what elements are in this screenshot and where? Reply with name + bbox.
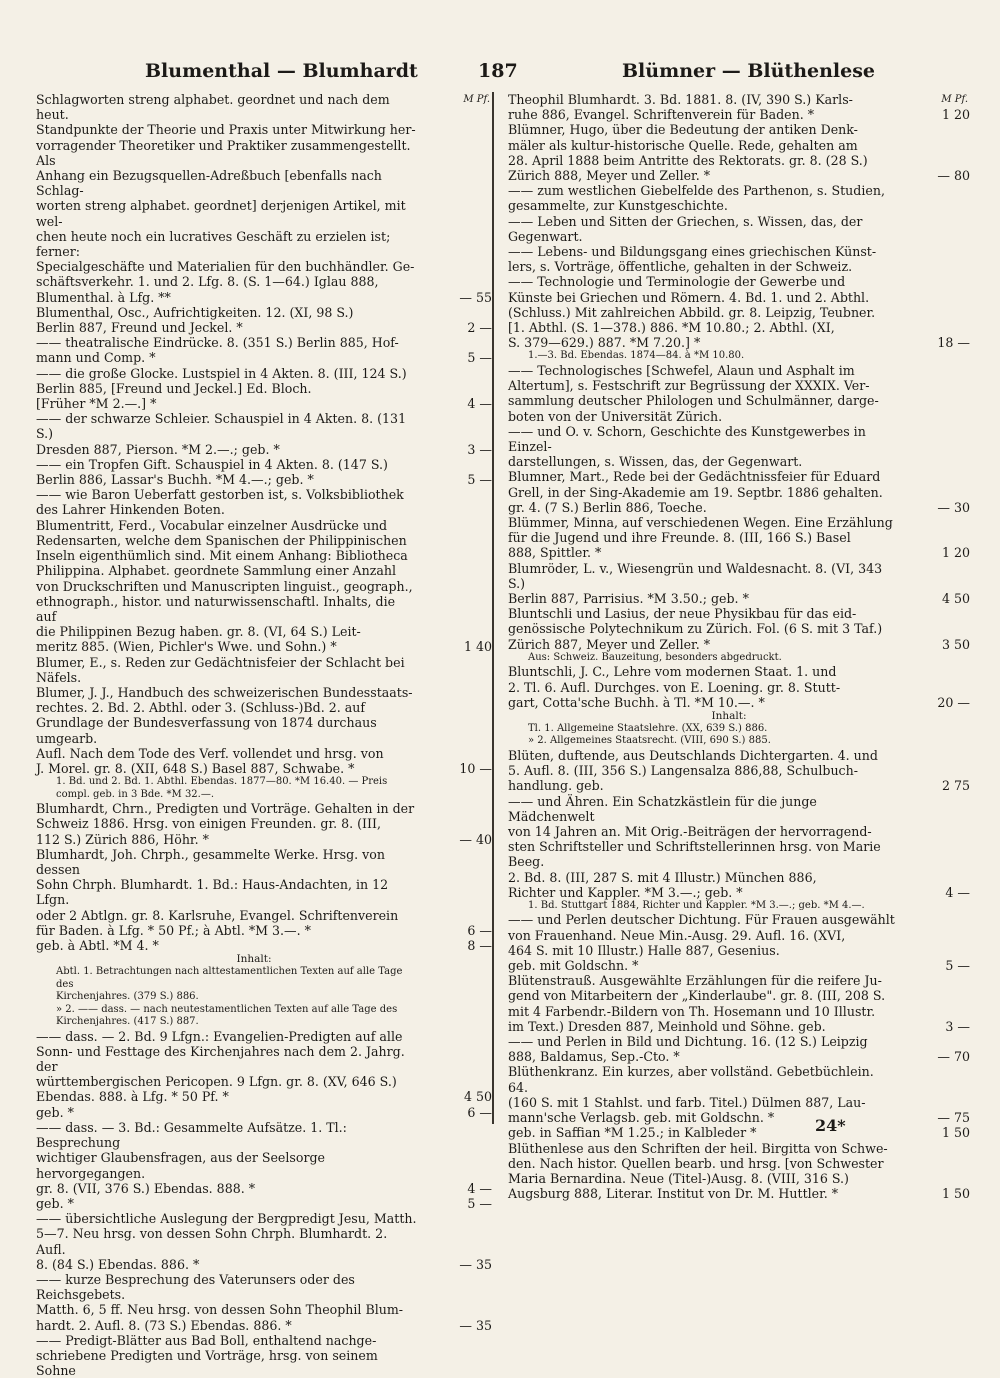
entry-text: —— kurze Besprechung des Vaterunsers oder des Reichsgebets. Matth. 6, 5 ff. Neu hrsg. von dessen Sohn Theophil Blum- hardt. 2. Aufl. 8. (73 S.) Ebendas. 886. * [36, 1271, 404, 1333]
entry-text: Blumenthal, Osc., Aufrichtigkeiten. 12. (XI, 98 S.) Berlin 887, Freund und Jeckel. * [36, 304, 354, 336]
catalog-entry [36, 335, 492, 366]
entry-price: 6 — [467, 1104, 492, 1120]
entry-text: geb. à Abtl. *M 4. * [36, 937, 159, 953]
entry-text: —— theatralische Eindrücke. 8. (351 S.) Berlin 885, Hof- mann und Comp. * [36, 335, 399, 366]
catalog-entry [36, 1119, 492, 1196]
header-left-title: Blumenthal — Blumhardt [145, 60, 418, 82]
catalog-entry [36, 1028, 492, 1105]
entry-text: Blumhardt, Joh. Chrph., gesammelte Werke. Hrsg. von dessen Sohn Chrph. Blumhardt. 1. Bd.: Haus-Andachten, in 12 Lfgn. oder 2 Abtlgn. gr. 8. Karlsruhe, Evangel. Schriftenverein für Baden. à Lfg. * 50 Pf.; à Abtl. *M 3.—. * [36, 846, 399, 938]
catalog-entry [508, 747, 970, 794]
entry-text: Blumner, Mart., Rede bei der Gedächtnissfeier für Eduard Grell, in der Sing-Akademie am 19. Septbr. 1886 gehalten. gr. 4. (7 S.) Berlin 886, Toeche. [508, 469, 883, 515]
entry-text: Theophil Blumhardt. 3. Bd. 1881. 8. (IV, 390 S.) Karls- ruhe 886, Evangel. Schriftenverein für Baden. * [508, 92, 853, 123]
entry-price: 5 — [467, 1195, 492, 1211]
catalog-entry [36, 1271, 492, 1333]
entry-text: —— zum westlichen Giebelfelde des Parthenon, s. Studien, gesammelte, zur Kunstgeschichte. [508, 183, 885, 214]
entry-price: 4 — [945, 884, 970, 900]
contents-heading: Inhalt: [711, 709, 747, 722]
catalog-entry [36, 1195, 492, 1211]
catalog-entry [508, 244, 950, 274]
catalog-entry [508, 363, 950, 424]
entry-note: Tl. 1. Allgemeine Staatslehre. (XX, 639 S.) 886. » 2. Allgemeines Staatsrecht. (VIII, 690 S.) 885. [528, 722, 771, 747]
catalog-entry [508, 424, 950, 470]
entry-price: 8 — [467, 937, 492, 953]
entry-price: — 70 [937, 1049, 970, 1065]
catalog-entry [36, 487, 472, 517]
entry-text: geb. * [36, 1195, 74, 1211]
catalog-entry [36, 937, 492, 953]
entry-text: —— Technologisches [Schwefel, Alaun und Asphalt im Altertum], s. Festschrift zur Begrüssung der XXXIX. Ver- sammlung deutscher Philologen und Schulmänner, darge- boten von der Universität Zürich. [508, 362, 879, 424]
catalog-entry [508, 1140, 970, 1202]
entry-price: 5 — [467, 350, 492, 366]
entry-price: — 30 [937, 499, 970, 515]
entry-text: Blümner, Hugo, über die Bedeutung der antiken Denk- mäler als kultur-historische Quelle. Rede, gehalten am 28. April 1888 beim Antritte des Rektorats. gr. 8. (28 S.) Zürich 888, Meyer und Zeller. * [508, 122, 868, 184]
catalog-entry [508, 122, 970, 184]
entry-price: — 35 [459, 1256, 492, 1272]
catalog-entry [36, 365, 492, 412]
entry-price: — 55 [459, 289, 492, 305]
entry-price: — 35 [459, 1317, 492, 1333]
entry-price: 2 — [467, 320, 492, 336]
entry-text: Blumröder, L. v., Wiesengrün und Waldesnacht. 8. (VI, 343 S.) Berlin 887, Parrisius. *M 3.50.; geb. * [508, 560, 883, 606]
catalog-entry [36, 1211, 492, 1272]
entry-text: Blümmer, Minna, auf verschiedenen Wegen. Eine Erzählung für die Jugend und ihre Freunde. 8. (III, 166 S.) Basel 888, Spittler. * [508, 514, 893, 561]
entry-text: Blüthenkranz. Ein kurzes, aber vollständ. Gebetbüchlein. 64. (160 S. mit 1 Stahlst. und farb. Titel.) Dülmen 887, Lau- mann'sche Verlagsb. geb. mit Goldschn. * [508, 1064, 874, 1126]
entry-text: Schlagworten streng alphabet. geordnet und nach dem heut. Standpunkte der Theorie und Praxis unter Mitwirkung her- vorragender Theoretiker und Praktiker zusammengestellt. Als Anhang ein Bezugsquellen-Adreßbuch [ebenfalls nach Schlag- worten streng alphabet. geordnet] derjenigen Artikel, mit wel- chen heute noch ein lucratives Geschäft zu erzielen ist; ferner: Specialgeschäfte und Materialien für den buchhändler. Ge- schäftsverkehr. 1. und 2. Lfg. 8. (S. 1—64.) Iglau 888, Blumenthal. à Lfg. ** [36, 92, 416, 305]
catalog-entry [36, 801, 492, 847]
contents-heading: Inhalt: [236, 953, 272, 966]
entry-price: 4 50 [463, 1089, 492, 1105]
right-column: M Pf. Theophil Blumhardt. 3. Bd. 1881. 8. (IV, 390 S.) Karls- ruhe 886, Evangel. Schriftenverein für Baden. * 1 20 Blümner, Hugo, über die Bedeutung der antiken Denk- mäler als kultur-historische Quelle. Rede, gehalten am 28. April 1888 beim Antritte des Rektorats. gr. 8. (28 S.) Zürich 888, Meyer und Zeller. * — 80 —— zum westlichen Giebelfelde des Parthenon, s. Studien, gesammelte, zur Kunstgeschichte. —— Leben und Sitten der Griechen, s. Wissen, das, der Gegenwart. —— Lebens- und Bildungsgang eines griechischen Künst- lers, s. Vorträge, öffentliche, gehalten in der Schweiz. —— Technologie und Terminologie der Gewerbe und Künste bei Griechen und Römern. 4. Bd. 1. und 2. Abthl. (Schluss.) Mit zahlreichen Abbild. gr. 8. Leipzig, Teubner. [1. Abthl. (S. 1—378.) 886. *M 10.80.; 2. Abthl. (XI, S. 379—629.) 887. *M 7.20.] * 18 — 1.—3. Bd. Ebendas. 1874—84. à *M 10.80. —— Technologisches [Schwefel, Alaun und Asphalt im Altertum], s. Festschrift zur Begrüssung der XXXIX. Ver- sammlung deutscher Philologen und Schulmänner, darge- boten von der Universität Zürich. —— und O. v. Schorn, Geschichte des Kunstgewerbes in Einzel- darstellungen, s. Wissen, das, der Gegenwart. Blumner, Mart., Rede bei der Gedächtnissfeier für Eduard Grell, in der Sing-Akademie am 19. Septbr. 1886 gehalten. gr. 4. (7 S.) Berlin 886, Toeche. — 30 Blümmer, Minna, auf verschiedenen Wegen. Eine Erzählung für die Jugend und ihre Freunde. 8. (III, 166 S.) Basel 888, Spittler. * 1 20 Blumröder, L. v., Wiesengrün und Waldesnacht. 8. (VI, 343 S.) Berlin 887, Parrisius. *M 3.50.; geb. * 4 50 Bluntschli und Lasius, der neue Physikbau für das eid- genössische Polytechnikum zu Zürich. Fol. (6 S. mit 3 Taf.) Zürich 887, Meyer und Zeller. * 3 50 Aus: Schweiz. Bauzeitung, besonders abgedruckt. Bluntschli, J. C., Lehre vom modernen Staat. 1. und 2. Tl. 6. Aufl. Durchges. von E. Loening. gr. 8. Stutt- gart, Cotta'sche Buchh. à Tl. *M 10.—. * 20 — Inhalt: Tl. 1. Allgemeine Staatslehre. (XX, 639 S.) 886. » 2. Allgemeines Staatsrecht. (VIII, 690 S.) 885. Blüten, duftende, aus Deutschlands Dichtergarten. 4. und 5. Aufl. 8. (III, 356 S.) Langensalza 886,88, Schulbuch- handlung. geb. 2 75 —— und Ähren. Ein Schatzkästlein für die junge Mädchenwelt von 14 Jahren an. Mit Orig.-Beiträgen der hervorragend- sten Schriftsteller und Schriftstellerinnen hrsg. von Marie Beeg. 2. Bd. 8. (III, 287 S. mit 4 Illustr.) München 886, Richter und Kappler. *M 3.—.; geb. * 4 — 1. Bd. Stuttgart 1884, Richter und Kappler. *M 3.—.; geb. *M 4.—. —— und Perlen deutscher Dichtung. Für Frauen ausgewählt von Frauenhand. Neue Min.-Ausg. 29. Aufl. 16. (XVI, 464 S. mit 10 Illustr.) Halle 887, Gesenius. geb. mit Goldschn. * 5 — Blütenstrauß. Ausgewählte Erzählungen für die reifere Ju- gend von Mitarbeitern der „Kinderlaube". gr. 8. (III, 208 S. mit 4 Farbendr.-Bildern von Th. Hosemann und 10 Illustr. im Text.) Dresden 887, Meinhold und Söhne. geb. 3 — —— und Perlen in Bild und Dichtung. 16. (12 S.) Leipzig 888, Baldamus, Sep.-Cto. * — 70 Blüthenkranz. Ein kurzes, aber vollständ. Gebetbüchlein. 64. (160 S. mit 1 Stahlst. und farb. Titel.) Dülmen 887, Lau- mann'sche Verlagsb. geb. mit Goldschn. * — 75 geb. in Saffian *M 1.25.; in Kalbleder * 1 50 Blüthenlese aus den Schriften der heil. Birgitta von Schwe- den. Nach histor. Quellen bearb. und hrsg. [von Schwester Maria Bernardina. Neue (Titel-)Ausg. 8. (VIII, 316 S.) Augsburg 888, Literar. Institut von Dr. M. Huttler. * 1 50 [508, 92, 970, 1202]
entry-price: 1 20 [941, 545, 970, 561]
entry-note: 1.—3. Bd. Ebendas. 1874—84. à *M 10.80. [528, 350, 745, 362]
entry-text: Blütenstrauß. Ausgewählte Erzählungen für die reifere Ju- gend von Mitarbeitern der „Kinderlaube". gr. 8. (III, 208 S. mit 4 Farbendr.-Bildern von Th. Hosemann und 10 Illustr. im Text.) Dresden 887, Meinhold und Söhne. geb. [508, 973, 886, 1034]
entry-text: —— die große Glocke. Lustspiel in 4 Akten. 8. (III, 124 S.) Berlin 885, [Freund und Jeckel.] Ed. Bloch. [Früher *M 2.—.] * [36, 365, 407, 412]
catalog-entry [36, 456, 492, 488]
catalog-entry [508, 469, 970, 515]
catalog-entry [36, 846, 492, 938]
catalog-entry [36, 655, 472, 685]
entry-note: 1. Bd. Stuttgart 1884, Richter und Kappler. *M 3.—.; geb. *M 4.—. [528, 899, 865, 911]
entry-text: Blüthenlese aus den Schriften der heil. Birgitta von Schwe- den. Nach histor. Quellen bearb. und hrsg. [von Schwester Maria Bernardina. Neue (Titel-)Ausg. 8. (VIII, 316 S.) Augsburg 888, Literar. Institut von Dr. M. Huttler. * [508, 1140, 888, 1202]
catalog-entry [508, 793, 970, 900]
entry-text: —— übersichtliche Auslegung der Bergpredigt Jesu, Matth. 5—7. Neu hrsg. von dessen Sohn Chrph. Blumhardt. 2. Aufl. 8. (84 S.) Ebendas. 886. * [36, 1211, 417, 1272]
entry-price: 1 40 [463, 639, 492, 655]
catalog-entry [36, 684, 492, 776]
page-number: 187 [478, 60, 518, 82]
catalog-entry [36, 304, 492, 336]
entry-text: —— und Perlen in Bild und Dichtung. 16. (12 S.) Leipzig 888, Baldamus, Sep.-Cto. * [508, 1034, 868, 1065]
entry-text: —— der schwarze Schleier. Schauspiel in 4 Akten. 8. (131 S.) Dresden 887, Pierson. *M 2.—.; geb. * [36, 411, 407, 457]
entry-price: — 40 [459, 831, 492, 847]
signature-mark: 24* [815, 1116, 846, 1135]
catalog-entry [508, 912, 970, 974]
catalog-entry [508, 664, 970, 710]
entry-text: geb. * [36, 1104, 74, 1120]
entry-price: 3 — [945, 1018, 970, 1034]
catalog-entry [508, 214, 950, 244]
entry-text: —— dass. — 2. Bd. 9 Lfgn.: Evangelien-Predigten auf alle Sonn- und Festtage des Kirchenjahres nach dem 2. Jahrg. der württembergischen Pericopen. 9 Lfgn. gr. 8. (XV, 646 S.) Ebendas. 888. à Lfg. * 50 Pf. * [36, 1028, 405, 1105]
entry-text: —— dass. — 3. Bd.: Gesammelte Aufsätze. 1. Tl.: Besprechung wichtiger Glaubensfragen, aus der Seelsorge hervorgegangen. gr. 8. (VII, 376 S.) Ebendas. 888. * [36, 1119, 347, 1196]
entry-text: —— wie Baron Ueberfatt gestorben ist, s. Volksbibliothek des Lahrer Hinkenden Boten. [36, 487, 404, 518]
left-column: M Pf. Schlagworten streng alphabet. geordnet und nach dem heut. Standpunkte der Theorie und Praxis unter Mitwirkung her- vorragender Theoretiker und Praktiker zusammengestellt. Als Anhang ein Bezugsquellen-Adreßbuch [ebenfalls nach Schlag- worten streng alphabet. geordnet] derjenigen Artikel, mit wel- chen heute noch ein lucratives Geschäft zu erzielen ist; ferner: Specialgeschäfte und Materialien für den buchhändler. Ge- schäftsverkehr. 1. und 2. Lfg. 8. (S. 1—64.) Iglau 888, Blumenthal. à Lfg. ** — 55 Blumenthal, Osc., Aufrichtigkeiten. 12. (XI, 98 S.) Berlin 887, Freund und Jeckel. * 2 — —— theatralische Eindrücke. 8. (351 S.) Berlin 885, Hof- mann und Comp. * 5 — —— die große Glocke. Lustspiel in 4 Akten. 8. (III, 124 S.) Berlin 885, [Freund und Jeckel.] Ed. Bloch. [Früher *M 2.—.] * 4 — —— der schwarze Schleier. Schauspiel in 4 Akten. 8. (131 S.) Dresden 887, Pierson. *M 2.—.; geb. * 3 — —— ein Tropfen Gift. Schauspiel in 4 Akten. 8. (147 S.) Berlin 886, Lassar's Buchh. *M 4.—.; geb. * 5 — —— wie Baron Ueberfatt gestorben ist, s. Volksbibliothek des Lahrer Hinkenden Boten. Blumentritt, Ferd., Vocabular einzelner Ausdrücke und Redensarten, welche dem Spanischen der Philippinischen Inseln eigenthümlich sind. Mit einem Anhang: Bibliotheca Philippina. Alphabet. geordnete Sammlung einer Anzahl von Druckschriften und Manuscripten linguist., geograph., ethnograph., histor. und naturwissenschaftl. Inhalts, die auf die Philippinen Bezug haben. gr. 8. (VI, 64 S.) Leit- meritz 885. (Wien, Pichler's Wwe. und Sohn.) * 1 40 Blumer, E., s. Reden zur Gedächtnisfeier der Schlacht bei Näfels. Blumer, J. J., Handbuch des schweizerischen Bundesstaats- rechtes. 2. Bd. 2. Abthl. oder 3. (Schluss-)Bd. 2. auf Grundlage der Bundesverfassung von 1874 durchaus umgearb. Aufl. Nach dem Tode des Verf. vollendet und hrsg. von J. Morel. gr. 8. (XII, 648 S.) Basel 887, Schwabe. * 10 — 1. Bd. und 2. Bd. 1. Abthl. Ebendas. 1877—80. *M 16.40. — Preis compl. geb. in 3 Bde. *M 32.—. Blumhardt, Chrn., Predigten und Vorträge. Gehalten in der Schweiz 1886. Hrsg. von einigen Freunden. gr. 8. (III, 112 S.) Zürich 886, Höhr. * — 40 Blumhardt, Joh. Chrph., gesammelte Werke. Hrsg. von dessen Sohn Chrph. Blumhardt. 1. Bd.: Haus-Andachten, in 12 Lfgn. oder 2 Abtlgn. gr. 8. Karlsruhe, Evangel. Schriftenverein für Baden. à Lfg. * 50 Pf.; à Abtl. *M 3.—. * 6 — geb. à Abtl. *M 4. * 8 — Inhalt: Abtl. 1. Betrachtungen nach alttestamentlichen Texten auf alle Tage des Kirchenjahres. (379 S.) 886. » 2. —— dass. — nach neutestamentlichen Texten auf alle Tage des Kirchenjahres. (417 S.) 887. —— dass. — 2. Bd. 9 Lfgn.: Evangelien-Predigten auf alle Sonn- und Festtage des Kirchenjahres nach dem 2. Jahrg. der württembergischen Pericopen. 9 Lfgn. gr. 8. (XV, 646 S.) Ebendas. 888. à Lfg. * 50 Pf. * 4 50 geb. * 6 — —— dass. — 3. Bd.: Gesammelte Aufsätze. 1. Tl.: Besprechung wichtiger Glaubensfragen, aus der Seelsorge hervorgegangen. gr. 8. (VII, 376 S.) Ebendas. 888. * 4 — geb. * 5 — —— übersichtliche Auslegung der Bergpredigt Jesu, Matth. 5—7. Neu hrsg. von dessen Sohn Chrph. Blumhardt. 2. Aufl. 8. (84 S.) Ebendas. 886. * — 35 —— kurze Besprechung des Vaterunsers oder des Reichsgebets. Matth. 6, 5 ff. Neu hrsg. von dessen Sohn Theophil Blum- hardt. 2. Aufl. 8. (73 S.) Ebendas. 886. * — 35 —— Predigt-Blätter aus Bad Boll, enthaltend nachge- schriebene Predigten und Vorträge, hrsg. von seinem Sohne [36, 92, 492, 1378]
entry-price: 18 — [937, 335, 970, 351]
column-divider [492, 92, 494, 1124]
entry-text: Blumentritt, Ferd., Vocabular einzelner Ausdrücke und Redensarten, welche dem Spanischen der Philippinischen Inseln eigenthümlich sind. Mit einem Anhang: Bibliotheca Philippina. Alphabet. geordnete Sammlung einer Anzahl von Druckschriften und Manuscripten linguist., geograph., ethnograph., histor. und naturwissenschaftl. Inhalts, die auf die Philippinen Bezug haben. gr. 8. (VI, 64 S.) Leit- meritz 885. (Wien, Pichler's Wwe. und Sohn.) * [36, 517, 413, 655]
entry-price: 1 50 [941, 1125, 970, 1141]
catalog-entry [508, 92, 970, 123]
entry-text: —— Predigt-Blätter aus Bad Boll, enthaltend nachge- schriebene Predigten und Vorträge, hrsg. von seinem Sohne [36, 1332, 378, 1378]
entry-price: 20 — [937, 694, 970, 710]
entry-price: 4 — [467, 1180, 492, 1196]
entry-note: Aus: Schweiz. Bauzeitung, besonders abgedruckt. [528, 651, 782, 663]
entry-text: —— Lebens- und Bildungsgang eines griechischen Künst- lers, s. Vorträge, öffentliche, gehalten in der Schweiz. [508, 244, 877, 275]
entry-text: Bluntschli und Lasius, der neue Physikbau für das eid- genössische Polytechnikum zu Zürich. Fol. (6 S. mit 3 Taf.) Zürich 887, Meyer und Zeller. * [508, 606, 883, 652]
entry-text: Bluntschli, J. C., Lehre vom modernen Staat. 1. und 2. Tl. 6. Aufl. Durchges. von E. Loening. gr. 8. Stutt- gart, Cotta'sche Buchh. à Tl. *M 10.—. * [508, 664, 841, 710]
entry-text: —— Technologie und Terminologie der Gewerbe und Künste bei Griechen und Römern. 4. Bd. 1. und 2. Abthl. (Schluss.) Mit zahlreichen Abbild. gr. 8. Leipzig, Teubner. [1. Abthl. (S. 1—378.) 886. *M 10.80.; 2. Abthl. (XI, S. 379—629.) 887. *M 7.20.] * [508, 274, 876, 351]
entry-text: —— und Perlen deutscher Dichtung. Für Frauen ausgewählt von Frauenhand. Neue Min.-Ausg. 29. Aufl. 16. (XVI, 464 S. mit 10 Illustr.) Halle 887, Gesenius. geb. mit Goldschn. * [508, 912, 895, 974]
entry-price: 4 50 [941, 591, 970, 606]
entry-price: 5 — [467, 472, 492, 488]
entry-text: Blumer, E., s. Reden zur Gedächtnisfeier der Schlacht bei Näfels. [36, 654, 405, 685]
header-right-title: Blümner — Blüthenlese [622, 60, 876, 82]
entry-text: —— und Ähren. Ein Schatzkästlein für die junge Mädchenwelt von 14 Jahren an. Mit Orig.-Beiträgen der hervorragend- sten Schriftsteller und Schriftstellerinnen hrsg. von Marie Beeg. 2. Bd. 8. (III, 287 S. mit 4 Illustr.) München 886, Richter und Kappler. *M 3.—.; geb. * [508, 793, 881, 900]
catalog-entry [36, 1104, 492, 1120]
catalog-entry [36, 92, 492, 305]
entry-text: geb. in Saffian *M 1.25.; in Kalbleder * [508, 1125, 757, 1141]
entry-price: — 80 [937, 168, 970, 184]
entry-note: Abtl. 1. Betrachtungen nach alttestamentlichen Texten auf alle Tage des Kirchenjahres. (379 S.) 886. » 2. —— dass. — nach neutestamentlichen Texten auf alle Tage des Kirchenjahres. (417 S.) 887. [56, 966, 403, 1028]
entry-price: 3 50 [941, 636, 970, 652]
entry-price: 10 — [459, 760, 492, 776]
entry-note: 1. Bd. und 2. Bd. 1. Abthl. Ebendas. 1877—80. *M 16.40. — Preis compl. geb. in 3 Bde. *M 32.—. [56, 776, 388, 800]
entry-price: 4 — [467, 396, 492, 412]
entry-text: —— ein Tropfen Gift. Schauspiel in 4 Akten. 8. (147 S.) Berlin 886, Lassar's Buchh. *M 4.—.; geb. * [36, 456, 388, 488]
catalog-entry [508, 973, 970, 1034]
catalog-entry [508, 183, 950, 213]
catalog-entry [508, 1125, 970, 1141]
entry-text: —— und O. v. Schorn, Geschichte des Kunstgewerbes in Einzel- darstellungen, s. Wissen, das, der Gegenwart. [508, 423, 866, 470]
entry-text: Blumhardt, Chrn., Predigten und Vorträge. Gehalten in der Schweiz 1886. Hrsg. von einigen Freunden. gr. 8. (III, 112 S.) Zürich 886, Höhr. * [36, 801, 415, 847]
entry-price: 3 — [467, 441, 492, 457]
entry-price: 5 — [945, 958, 970, 974]
catalog-entry [36, 517, 492, 655]
entry-price: 6 — [467, 922, 492, 938]
catalog-entry [508, 514, 970, 561]
entry-text: Blüten, duftende, aus Deutschlands Dichtergarten. 4. und 5. Aufl. 8. (III, 356 S.) Langensalza 886,88, Schulbuch- handlung. geb. [508, 747, 878, 794]
entry-price: — 75 [937, 1110, 970, 1126]
catalog-entry [508, 606, 970, 652]
entry-text: Blumer, J. J., Handbuch des schweizerischen Bundesstaats- rechtes. 2. Bd. 2. Abthl. oder 3. (Schluss-)Bd. 2. auf Grundlage der Bundesverfassung von 1874 durchaus umgearb. Aufl. Nach dem Tode des Verf. vollendet und hrsg. von J. Morel. gr. 8. (XII, 648 S.) Basel 887, Schwabe. * [36, 684, 413, 776]
catalog-entry [508, 1034, 970, 1065]
entry-text: —— Leben und Sitten der Griechen, s. Wissen, das, der Gegenwart. [508, 213, 863, 244]
catalog-entry [508, 274, 970, 351]
entry-price: 1 50 [941, 1186, 970, 1202]
catalog-entry [36, 1333, 472, 1378]
entry-price: 2 75 [941, 778, 970, 794]
catalog-entry [36, 411, 492, 457]
page-header [0, 60, 1000, 90]
catalog-entry [508, 560, 970, 607]
entry-price: 1 20 [941, 107, 970, 123]
